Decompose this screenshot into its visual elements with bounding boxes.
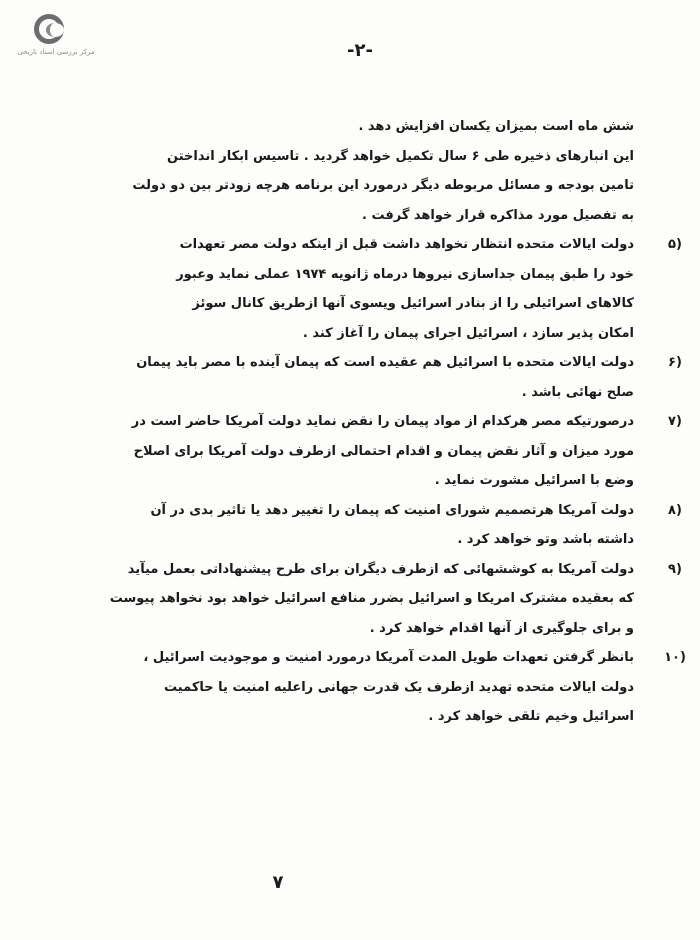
text-line: دولت ایالات متحده با اسرائیل هم عقیده است که پیمان آینده با مصر باید پیمان — [136, 355, 634, 370]
paragraph-number: ۸) — [668, 502, 682, 518]
text-line: به تفصیل مورد مذاکره قرار خواهد گرفت . — [362, 207, 634, 223]
text-line: خود را طبق پیمان جداسازی نیروها درماه ژانویه ۱۹۷۴ عملی نماید وعبور — [176, 266, 634, 282]
paragraph-number: ۶) — [668, 355, 682, 370]
text-line: دولت آمریکا هرتصمیم شورای امنیت که پیمان را تغییر دهد یا تاثیر بدی در آن — [150, 502, 634, 518]
paragraph — [58, 555, 682, 644]
text-line: شش ماه است بمیزان یکسان افزایش دهد . — [358, 119, 634, 134]
paragraph-number: ۵) — [668, 237, 682, 252]
page-number: -۲- — [347, 40, 373, 61]
paragraph — [58, 643, 686, 732]
paragraph-number: ۹) — [668, 561, 682, 577]
archive-logo — [10, 12, 100, 58]
archive-logo-text: مرکز بررسی اسناد تاریخی — [17, 48, 95, 56]
text-line: وضع با اسرائیل مشورت نماید . — [434, 473, 634, 488]
text-line: این انبارهای ذخیره طی ۶ سال تکمیل خواهد گردید . تاسیس ابکار انداختن — [167, 148, 634, 164]
text-line: امکان پذیر سازد ، اسرائیل اجرای پیمان را آغاز کند . — [302, 325, 634, 341]
footer-mark: ۷ — [272, 872, 284, 893]
text-line: مورد میزان و آثار نقض پیمان و اقدام احتمالی ازطرف دولت آمریکا برای اصلاح — [133, 443, 634, 459]
paragraph — [58, 348, 682, 407]
text-line: تامین بودجه و مسائل مربوطه دیگر درمورد این برنامه هرچه زودتر بین دو دولت — [132, 178, 634, 193]
paragraph — [58, 112, 634, 230]
archive-logo-icon — [34, 14, 64, 44]
document-body — [58, 112, 686, 732]
text-line: و برای جلوگیری از آنها اقدام خواهد کرد . — [369, 620, 634, 636]
text-line: دولت ایالات متحده انتظار نخواهد داشت قبل از اینکه دولت مصر تعهدات — [179, 237, 634, 252]
paragraph-number: ۱۰) — [664, 650, 686, 665]
paragraph — [58, 407, 682, 496]
text-line: بانظر گرفتن تعهدات طویل المدت آمریکا درمورد امنیت و موجودیت اسرائیل ، — [143, 650, 634, 665]
text-line: دولت ایالات متحده تهدید ازطرف یک قدرت جهانی راعلیه امنیت یا حاکمیت — [164, 679, 634, 695]
text-line: درصورتیکه مصر هرکدام از مواد پیمان را نقض نماید دولت آمریکا حاضر است در — [131, 414, 634, 429]
text-line: که بعقیده مشترک امریکا و اسرائیل بضرر منافع اسرائیل خواهد بود نخواهد پیوست — [109, 591, 634, 606]
paragraph-number: ۷) — [668, 414, 682, 429]
paragraph — [58, 230, 682, 348]
text-line: کالاهای اسرائیلی را از بنادر اسرائیل ویسوی آنها ازطریق کانال سوئز — [192, 296, 634, 311]
text-line: اسرائیل وخیم تلقی خواهد کرد . — [428, 709, 634, 724]
text-line: داشته باشد وتو خواهد کرد . — [457, 532, 634, 547]
text-line: صلح نهائی باشد . — [521, 384, 634, 400]
paragraph — [58, 496, 682, 555]
text-line: دولت آمریکا به کوششهائی که ازطرف دیگران برای طرح پیشنهاداتی بعمل میآید — [127, 561, 634, 577]
